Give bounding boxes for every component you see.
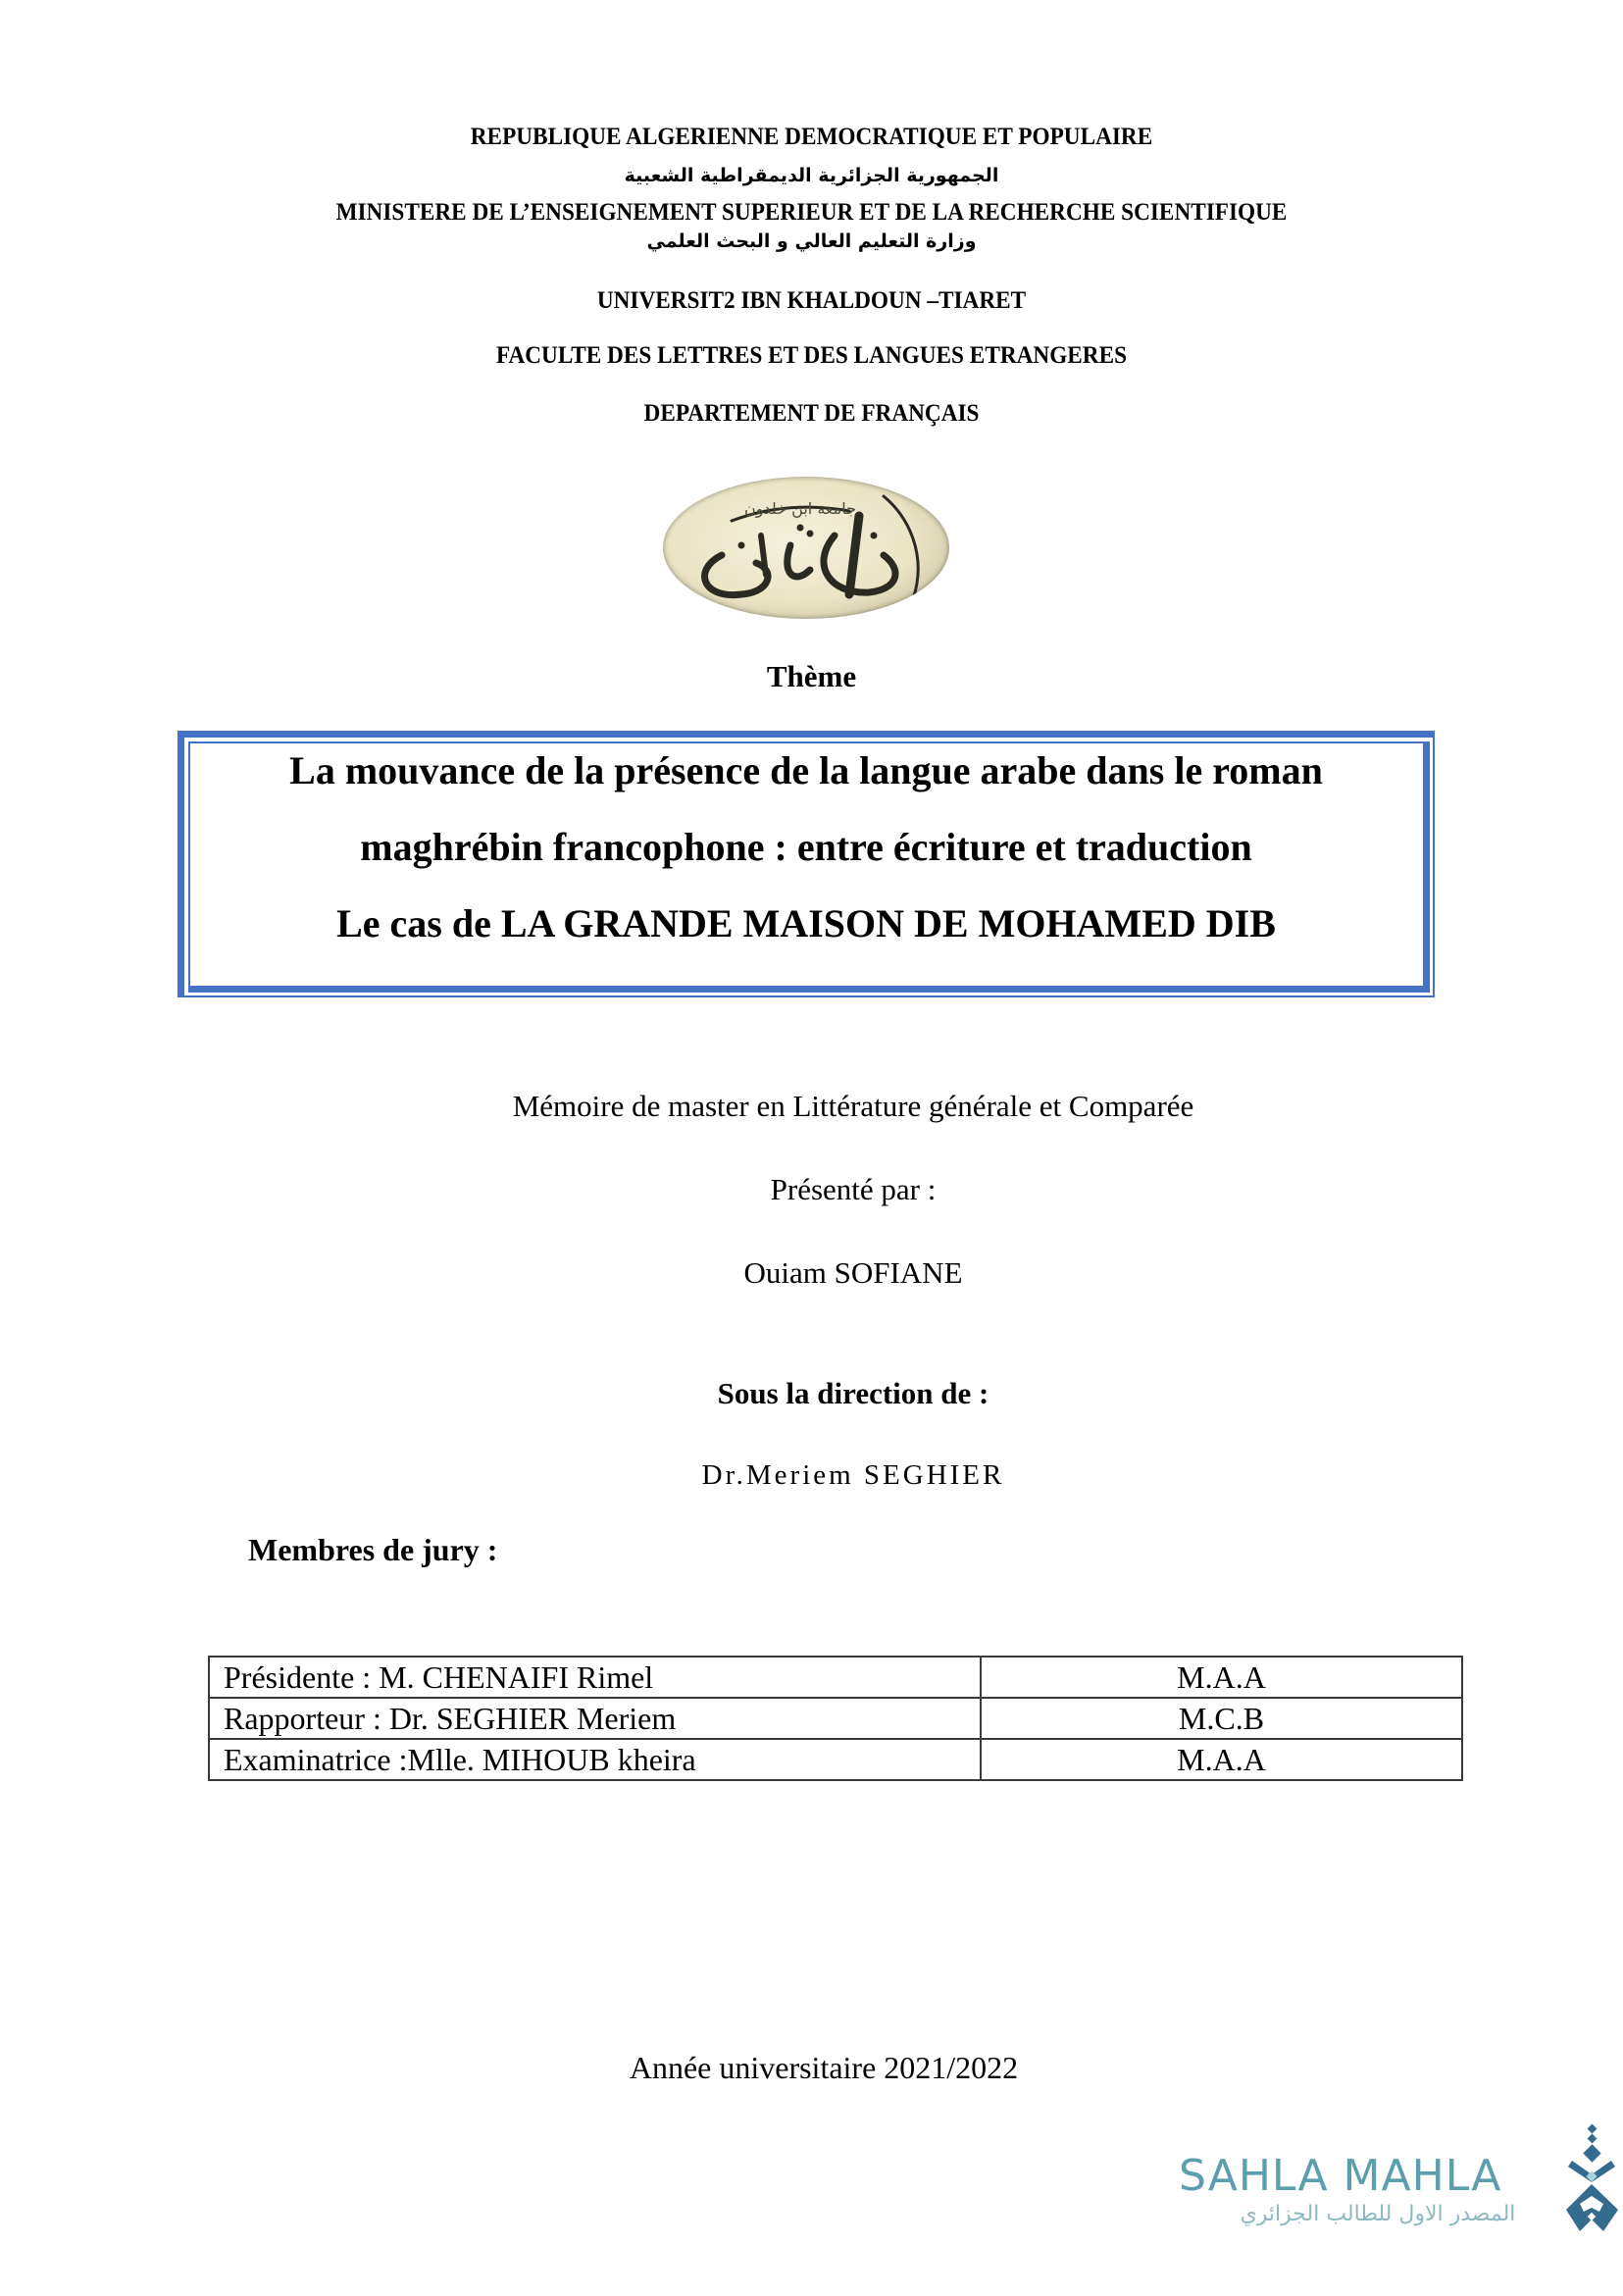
sahla-mahla-logo-icon [1564, 2123, 1623, 2236]
jury-grade: M.A.A [981, 1657, 1462, 1698]
jury-label: Membres de jury : [248, 1532, 498, 1567]
theme-label: Thème [766, 659, 857, 693]
memoire-type: Mémoire de master en Littérature générale et Comparée [512, 1089, 1194, 1123]
table-row [209, 1657, 1462, 1698]
jury-grade: M.C.B [981, 1698, 1462, 1739]
sahla-mahla-watermark [1177, 2123, 1618, 2231]
jury-grade: M.A.A [981, 1739, 1462, 1780]
title-box [178, 731, 1435, 997]
title-line-1: La mouvance de la présence de la langue arabe dans le roman [289, 748, 1323, 792]
table-row [209, 1698, 1462, 1739]
jury-member: Examinatrice :Mlle. MIHOUB kheira [209, 1739, 981, 1780]
academic-year: Année universitaire 2021/2022 [629, 2050, 1019, 2085]
faculty-name: FACULTE DES LETTRES ET DES LANGUES ETRANGERES [495, 342, 1128, 369]
republic-heading-ar: الجمهورية الجزائرية الديمقراطية الشعبية [624, 165, 999, 186]
table-row [209, 1739, 1462, 1780]
watermark-brand: SAHLA MAHLA [1179, 2151, 1502, 2201]
jury-member: Rapporteur : Dr. SEGHIER Meriem [209, 1698, 981, 1739]
jury-member: Présidente : M. CHENAIFI Rimel [209, 1657, 981, 1698]
republic-heading-fr: REPUBLIQUE ALGERIENNE DEMOCRATIQUE ET POPULAIRE [470, 124, 1153, 150]
author-name: Ouiam SOFIANE [743, 1255, 963, 1290]
department-name: DEPARTEMENT DE FRANÇAIS [643, 400, 980, 427]
title-line-2: maghrébin francophone : entre écriture et traduction [360, 825, 1252, 869]
supervisor-name: Dr.Meriem SEGHIER [701, 1459, 1005, 1491]
ministry-heading-fr: MINISTERE DE L’ENSEIGNEMENT SUPERIEUR ET DE LA RECHERCHE SCIENTIFIQUE [335, 199, 1288, 226]
jury-table [208, 1656, 1463, 1781]
title-line-3: Le cas de LA GRANDE MAISON DE MOHAMED DIB [336, 901, 1276, 945]
svg-text:جامعة ابن خلدون: جامعة ابن خلدون [744, 499, 856, 518]
ministry-heading-ar: وزارة التعليم العالي و البحث العلمي [646, 230, 977, 252]
university-name: UNIVERSIT2 IBN KHALDOUN –TIARET [596, 287, 1027, 314]
direction-label: Sous la direction de : [717, 1376, 989, 1410]
presented-by-label: Présenté par : [770, 1172, 937, 1206]
university-seal-icon [663, 477, 949, 619]
watermark-tagline: المصدر الاول للطالب الجزائري [1240, 2202, 1516, 2226]
